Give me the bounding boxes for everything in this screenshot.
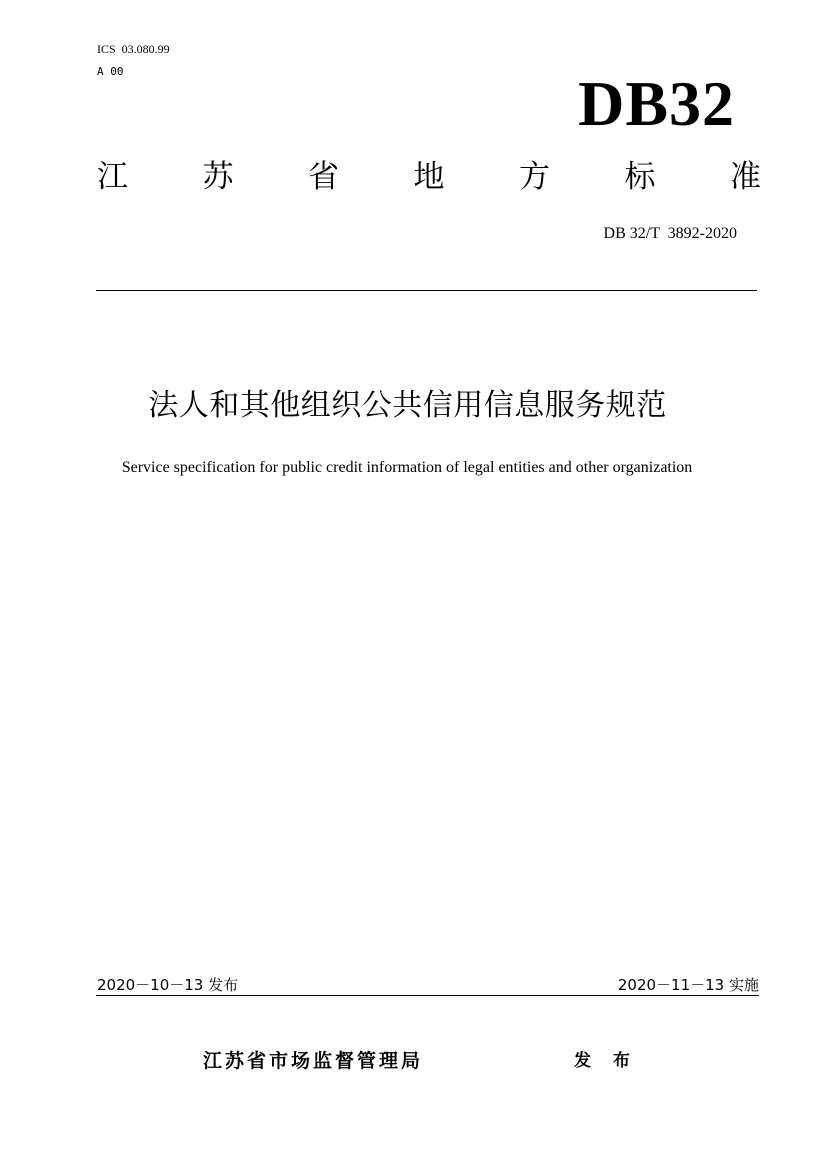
standard-type-char: 省 <box>308 159 339 195</box>
standard-type-heading <box>97 156 761 198</box>
document-title-english: Service specification for public credit information of legal entities and other organization <box>121 459 693 476</box>
standard-type-char: 方 <box>519 159 550 195</box>
ccs-code: A 00 <box>97 65 124 78</box>
issue-date: 2020－10－13 发布 <box>97 976 239 994</box>
header-divider <box>96 290 757 291</box>
standard-type-char: 地 <box>413 159 445 195</box>
standard-number: DB 32/T 3892-2020 <box>603 225 737 242</box>
ics-code: ICS 03.080.99 <box>97 42 170 56</box>
implementation-date: 2020－11－13 实施 <box>617 976 759 994</box>
footer-divider <box>96 995 759 996</box>
issued-label: 发 布 <box>574 1051 638 1071</box>
issuing-authority: 江苏省市场监督管理局 <box>203 1050 424 1072</box>
standard-type-char: 苏 <box>202 159 234 195</box>
standard-type-char: 标 <box>624 159 656 195</box>
document-title-chinese: 法人和其他组织公共信用信息服务规范 <box>148 388 667 423</box>
db-code-mark: DB32 <box>578 68 735 139</box>
standard-type-char: 准 <box>730 159 761 195</box>
standard-type-char: 江 <box>97 159 128 195</box>
